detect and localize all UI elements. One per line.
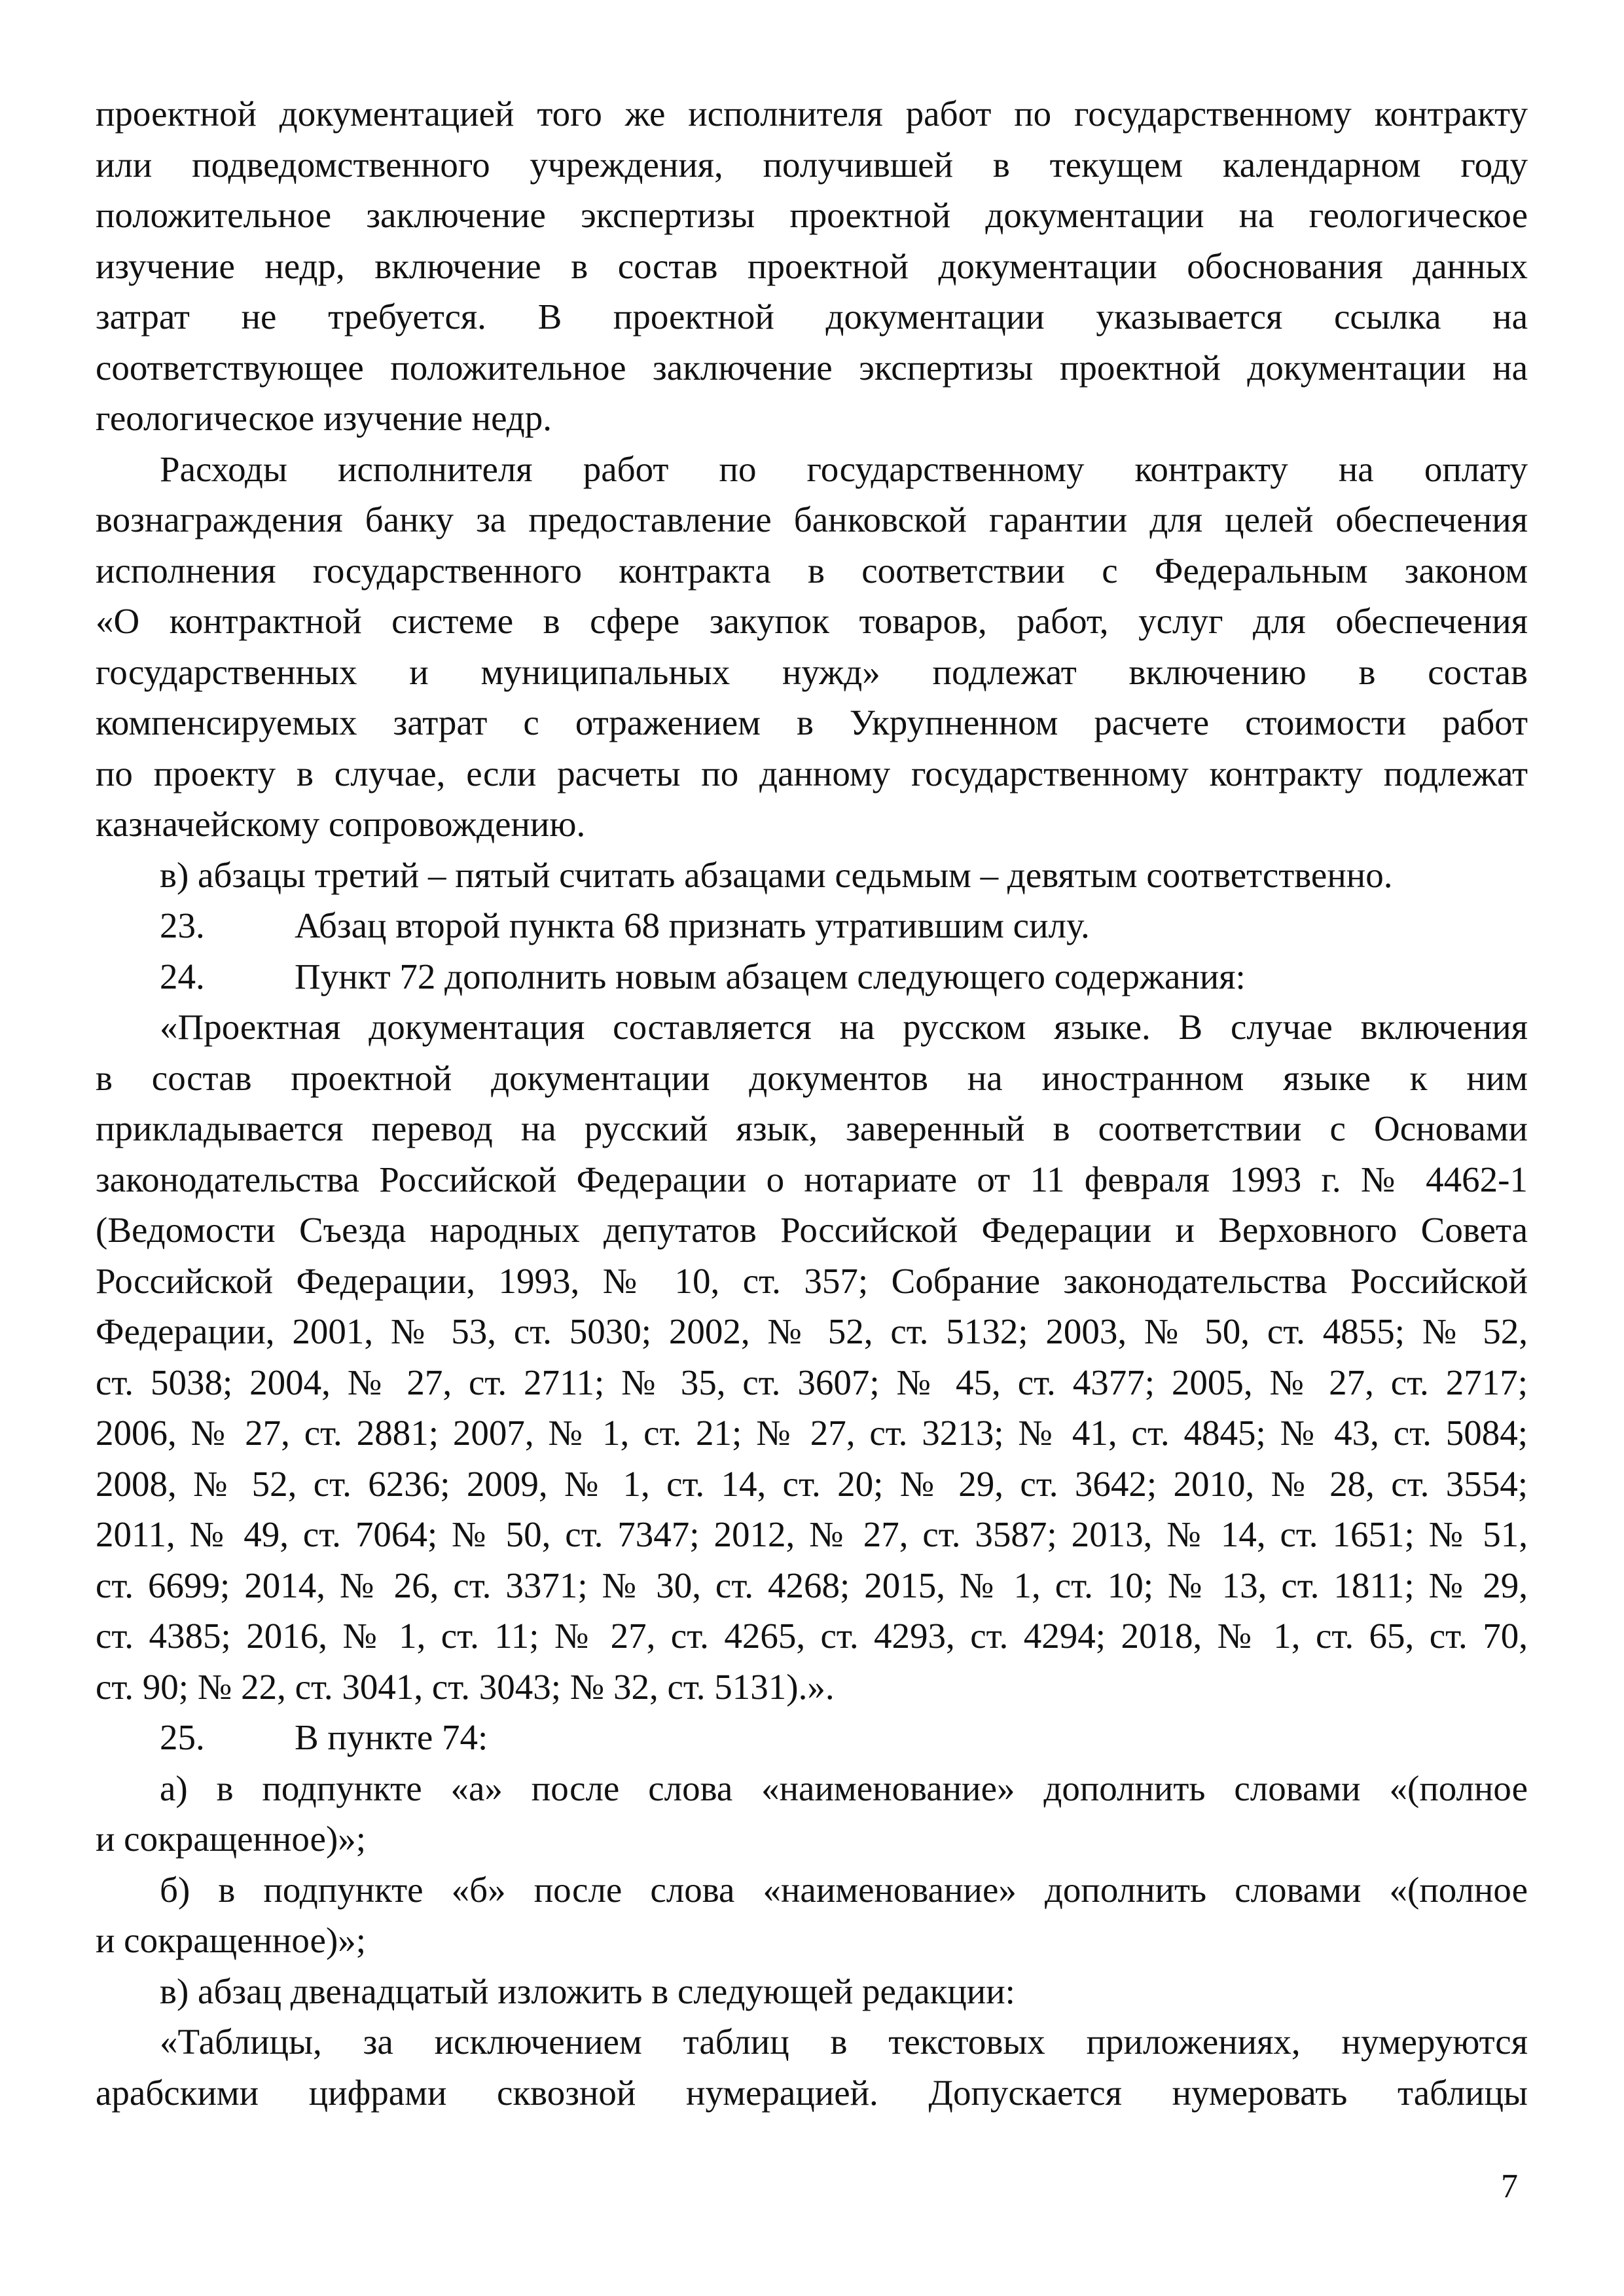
- page-number: 7: [1501, 2168, 1518, 2205]
- text-line: ст. 5038; 2004, № 27, ст. 2711; № 35, ст. 3607; № 45, ст. 4377; 2005, № 27, ст. 2717;: [96, 1362, 1528, 1402]
- text-line: законодательства Российской Федерации о нотариате от 11 февраля 1993 г. № 4462-1: [96, 1159, 1528, 1199]
- text-line: Российской Федерации, 1993, № 10, ст. 357; Собрание законодательства Российской: [96, 1260, 1528, 1301]
- text-line: Федерации, 2001, № 53, ст. 5030; 2002, № 52, ст. 5132; 2003, № 50, ст. 4855; № 52,: [96, 1311, 1528, 1351]
- text-line: и сокращенное)»;: [96, 1920, 367, 1960]
- text-line: затрат не требуется. В проектной документации указывается ссылка на: [96, 297, 1528, 337]
- text-line: вознаграждения банку за предоставление банковской гарантии для целей обеспечения: [96, 500, 1528, 539]
- item-number: 25.: [160, 1717, 205, 1757]
- subitem-v-renumber: в) абзацы третий – пятый считать абзацами седьмым – девятым соответственно.: [160, 854, 1393, 895]
- text-line: изучение недр, включение в состав проектной документации обоснования данных: [96, 246, 1528, 286]
- item-text: Пункт 72 дополнить новым абзацем следующего содержания:: [295, 956, 1246, 996]
- text-line: арабскими цифрами сквозной нумерацией. Допускается нумеровать таблицы: [96, 2072, 1528, 2113]
- text-line: «Проектная документация составляется на русском языке. В случае включения: [160, 1007, 1528, 1047]
- text-line: ст. 90; № 22, ст. 3041, ст. 3043; № 32, ст. 5131).».: [96, 1666, 835, 1707]
- text-line: 2008, № 52, ст. 6236; 2009, № 1, ст. 14, ст. 20; № 29, ст. 3642; 2010, № 28, ст. 3554;: [96, 1463, 1528, 1504]
- text-line: государственных и муниципальных нужд» подлежат включению в состав: [96, 651, 1528, 692]
- text-line: Расходы исполнителя работ по государственному контракту на оплату: [160, 448, 1528, 489]
- text-line: и сокращенное)»;: [96, 1819, 367, 1859]
- subitem-a: [96, 1763, 1528, 1865]
- text-line: положительное заключение экспертизы проектной документации на геологическое: [96, 195, 1528, 235]
- text-line: в состав проектной документации документов на иностранном языке к ним: [96, 1057, 1528, 1098]
- text-line: б) в подпункте «б» после слова «наименование» дополнить словами «(полное: [160, 1869, 1528, 1910]
- text-line: соответствующее положительное заключение экспертизы проектной документации на: [96, 347, 1528, 388]
- paragraph-russian-language: [96, 1002, 1528, 1712]
- text-line: 2011, № 49, ст. 7064; № 50, ст. 7347; 2012, № 27, ст. 3587; 2013, № 14, ст. 1651; № 51,: [96, 1514, 1528, 1554]
- subitem-v-twelfth: в) абзац двенадцатый изложить в следующей редакции:: [160, 1971, 1015, 2011]
- document-body: [96, 88, 1528, 2118]
- text-line: 2006, № 27, ст. 2881; 2007, № 1, ст. 21; № 27, ст. 3213; № 41, ст. 4845; № 43, ст. 5084;: [96, 1413, 1528, 1453]
- text-line: а) в подпункте «а» после слова «наименование» дополнить словами «(полное: [160, 1768, 1528, 1808]
- item-text: Абзац второй пункта 68 признать утратившим силу.: [295, 905, 1090, 945]
- text-line: проектной документацией того же исполнителя работ по государственному контракту: [96, 94, 1528, 134]
- text-line: «О контрактной системе в сфере закупок товаров, работ, услуг для обеспечения: [96, 601, 1528, 641]
- paragraph-continuation: [96, 88, 1528, 444]
- item-text: В пункте 74:: [295, 1717, 488, 1757]
- paragraph-tables: [96, 2016, 1528, 2118]
- text-line: геологическое изучение недр.: [96, 398, 552, 438]
- text-line: прикладывается перевод на русский язык, заверенный в соответствии с Основами: [96, 1108, 1528, 1148]
- text-line: компенсируемых затрат с отражением в Укрупненном расчете стоимости работ: [96, 702, 1528, 742]
- text-line: исполнения государственного контракта в соответствии с Федеральным законом: [96, 550, 1528, 591]
- item-25: [96, 1712, 1528, 1763]
- text-line: «Таблицы, за исключением таблиц в текстовых приложениях, нумеруются: [160, 2022, 1528, 2062]
- item-24: [96, 951, 1528, 1002]
- text-line: ст. 4385; 2016, № 1, ст. 11; № 27, ст. 4265, ст. 4293, ст. 4294; 2018, № 1, ст. 65, ст. 70,: [96, 1616, 1528, 1656]
- item-number: 24.: [160, 956, 205, 996]
- item-23: [96, 900, 1528, 951]
- paragraph-bank-guarantee: [96, 444, 1528, 850]
- subitem-b: [96, 1865, 1528, 1966]
- text-line: (Ведомости Съезда народных депутатов Российской Федерации и Верховного Совета: [96, 1210, 1528, 1250]
- text-line: по проекту в случае, если расчеты по данному государственному контракту подлежат: [96, 753, 1528, 793]
- text-line: ст. 6699; 2014, № 26, ст. 3371; № 30, ст. 4268; 2015, № 1, ст. 10; № 13, ст. 1811; № 29,: [96, 1565, 1528, 1605]
- text-line: казначейскому сопровождению.: [96, 804, 586, 844]
- text-line: или подведомственного учреждения, получившей в текущем календарном году: [96, 144, 1528, 185]
- item-number: 23.: [160, 905, 205, 945]
